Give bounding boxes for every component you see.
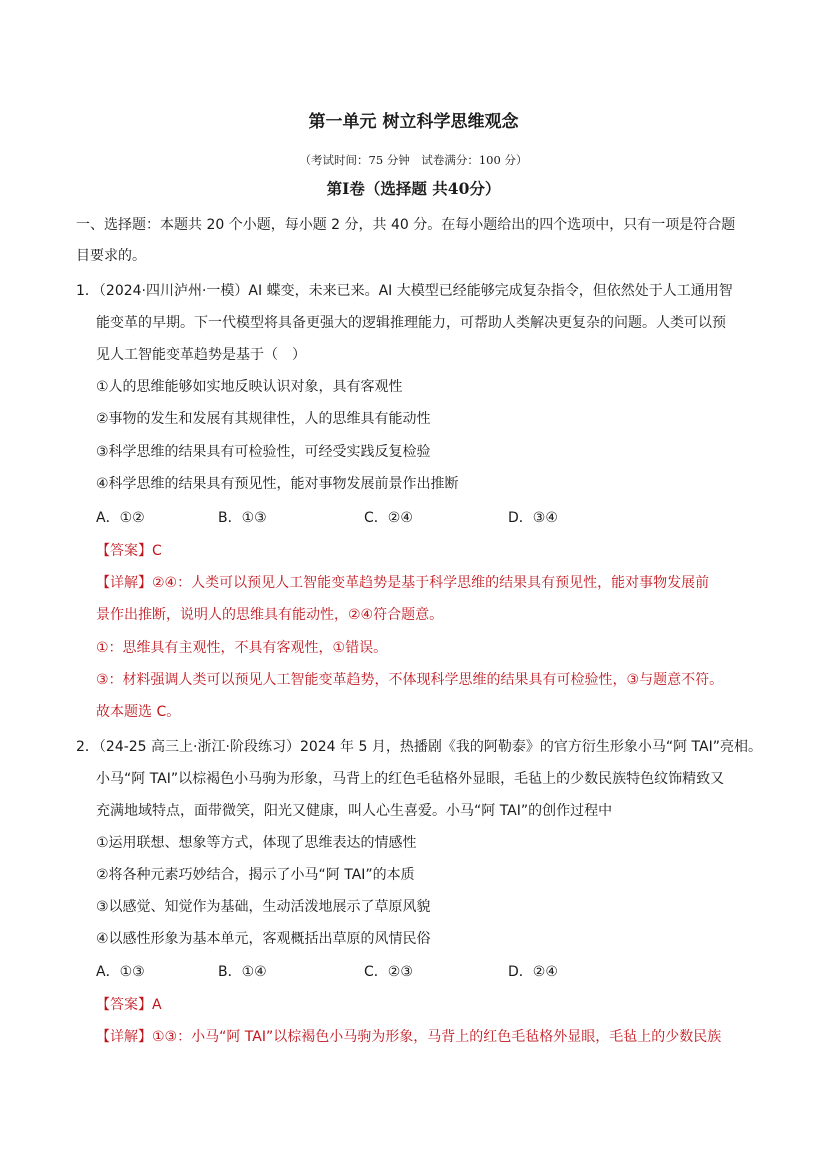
detail-line: 【详解】①③：小马“阿 TAI”以棕褐色小马驹为形象，马背上的红色毛毡格外显眼，毛毡上的少数民族 — [96, 1029, 722, 1045]
answer-label: 【答案】 — [96, 543, 152, 559]
instructions-line: 目要求的。 — [76, 248, 146, 264]
exam-info: （考试时间：75 分钟 试卷满分：100 分） — [299, 153, 528, 167]
question-stem-line: 2．（24-25 高三上·浙江·阶段练习）2024 年 5 月，热播剧《我的阿勒泰》的官方衍生形象小马“阿 TAI”亮相。 — [76, 739, 762, 755]
question-stem-line: 充满地域特点，面带微笑，阳光又健康，叫人心生喜爱。小马“阿 TAI”的创作过程中 — [96, 803, 613, 819]
statement-3: ③以感觉、知觉作为基础，生动活泼地展示了草原风貌 — [96, 899, 431, 915]
detail-line: 故本题选 C。 — [96, 704, 181, 720]
option-c: C．②③ — [364, 964, 413, 980]
option-a: A．①② — [96, 510, 145, 526]
detail-label: 【详解】 — [96, 1029, 152, 1045]
statement-4: ④科学思维的结果具有预见性，能对事物发展前景作出推断 — [96, 476, 459, 492]
section-heading: 第Ⅰ卷（选择题 共40分） — [326, 179, 501, 198]
question-stem-line: 1．（2024·四川泸州·一模）AI 蝶变，未来已来。AI 大模型已经能够完成复杂指令，但依然处于人工通用智 — [76, 283, 733, 299]
option-d: D．②④ — [508, 964, 558, 980]
instructions-line: 一、选择题：本题共 20 个小题，每小题 2 分，共 40 分。在每小题给出的四个选项中，只有一项是符合题 — [76, 217, 736, 233]
question-stem-line: 能变革的早期。下一代模型将具备更强大的逻辑推理能力，可帮助人类解决更复杂的问题。人类可以预 — [96, 315, 726, 331]
option-c: C．②④ — [364, 510, 413, 526]
option-b: B．①③ — [218, 510, 267, 526]
statement-1: ①运用联想、想象等方式，体现了思维表达的情感性 — [96, 835, 417, 851]
detail-label: 【详解】 — [96, 575, 152, 591]
answer-value: A — [152, 997, 162, 1013]
question-stem-line: 见人工智能变革趋势是基于（ ） — [96, 347, 306, 363]
answer-value: C — [152, 543, 162, 559]
detail-line: ①：思维具有主观性，不具有客观性，①错误。 — [96, 640, 388, 656]
answer-line — [96, 542, 162, 560]
statement-2: ②将各种元素巧妙结合，揭示了小马“阿 TAI”的本质 — [96, 867, 415, 883]
detail-line: ③：材料强调人类可以预见人工智能变革趋势，不体现科学思维的结果具有可检验性，③与题意不符。 — [96, 672, 724, 688]
answer-line — [96, 996, 162, 1014]
statement-2: ②事物的发生和发展有其规律性，人的思维具有能动性 — [96, 411, 431, 427]
detail-line: 景作出推断，说明人的思维具有能动性，②④符合题意。 — [96, 607, 444, 623]
page-title: 第一单元 树立科学思维观念 — [308, 112, 519, 132]
answer-label: 【答案】 — [96, 997, 152, 1013]
statement-1: ①人的思维能够如实地反映认识对象，具有客观性 — [96, 379, 403, 395]
option-a: A．①③ — [96, 964, 145, 980]
question-stem-line: 小马“阿 TAI”以棕褐色小马驹为形象，马背上的红色毛毡格外显眼，毛毡上的少数民族特色纹饰精致又 — [96, 771, 725, 787]
detail-line: 【详解】②④：人类可以预见人工智能变革趋势是基于科学思维的结果具有预见性，能对事物发展前 — [96, 575, 710, 591]
option-b: B．①④ — [218, 964, 267, 980]
option-d: D．③④ — [508, 510, 558, 526]
statement-4: ④以感性形象为基本单元，客观概括出草原的风情民俗 — [96, 931, 431, 947]
statement-3: ③科学思维的结果具有可检验性，可经受实践反复检验 — [96, 444, 431, 460]
